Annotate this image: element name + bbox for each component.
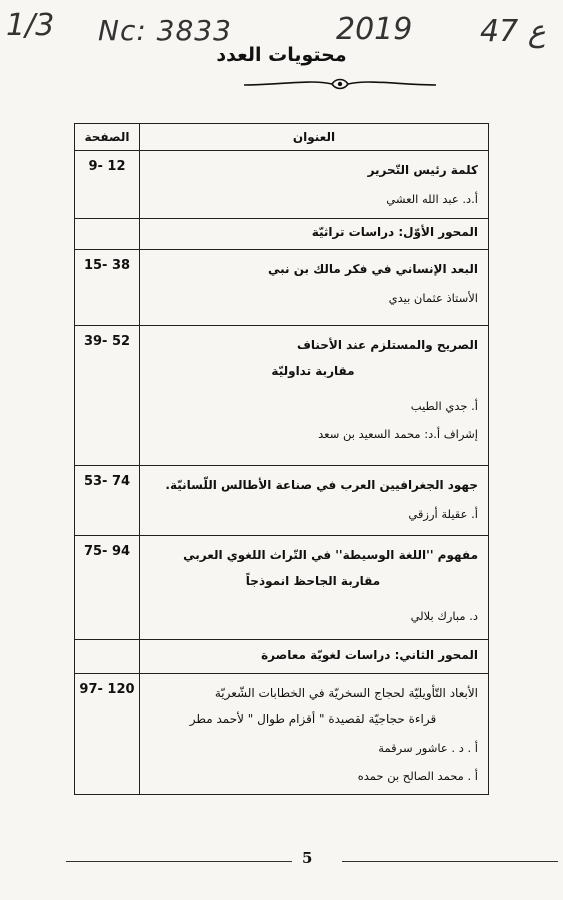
entry-subtitle: قراءة حجاجيّة لقصيدة " أقزام طوال " لأحمد مطر xyxy=(189,712,437,726)
table-row xyxy=(75,674,489,795)
page-range: 39- 52 xyxy=(75,326,140,466)
footer-rule-right xyxy=(342,861,558,862)
page-range: 97- 120 xyxy=(75,674,140,795)
ornament-divider xyxy=(240,76,440,94)
table-row xyxy=(75,326,489,466)
table-header-row xyxy=(75,124,489,151)
entry-subtitle: مقاربة الجاحظ انموذجاً xyxy=(245,574,381,588)
title-cell xyxy=(140,326,489,466)
page-range xyxy=(75,640,140,674)
entry-author: أ. عقيلة أرزقي xyxy=(408,507,478,521)
entry-author: الأستاذ عثمان بيدي xyxy=(388,291,478,305)
handwritten-issue: ع 47 xyxy=(480,14,546,49)
table-row xyxy=(75,466,489,536)
table-row xyxy=(75,536,489,640)
entry-author: أ . محمد الصالح بن حمده xyxy=(357,769,478,783)
footer-rule-left xyxy=(66,861,292,862)
title-cell xyxy=(140,640,489,674)
entry-subtitle: مقاربة تداوليّة xyxy=(271,364,355,378)
title-cell xyxy=(140,466,489,536)
page-range xyxy=(75,219,140,250)
entry-author: إشراف أ.د: محمد السعيد بن سعد xyxy=(318,427,478,441)
title-cell xyxy=(140,151,489,219)
section-row xyxy=(75,640,489,674)
entry-title: كلمة رئيس التّحرير xyxy=(367,163,478,177)
table-row xyxy=(75,250,489,326)
handwritten-year: 2019 xyxy=(336,12,413,47)
table-row xyxy=(75,151,489,219)
header-title: العنوان xyxy=(140,124,489,151)
entry-title: المحور الثاني: دراسات لغويّة معاصرة xyxy=(261,647,478,662)
handwritten-code: Nc: 3833 xyxy=(98,14,232,47)
section-row xyxy=(75,219,489,250)
entry-title: الصريح والمستلزم عند الأحناف xyxy=(296,338,478,352)
entry-title: البعد الإنساني في فكر مالك بن نبي xyxy=(268,262,478,276)
entry-title: مفهوم ''اللغة الوسيطة'' في التّراث اللغوي العربي xyxy=(183,548,478,562)
page-range: 53- 74 xyxy=(75,466,140,536)
entry-title: المحور الأوّل: دراسات تراثيّة xyxy=(311,225,478,239)
title-cell xyxy=(140,674,489,795)
page-range: 75- 94 xyxy=(75,536,140,640)
entry-title: الأبعاد التّأويليّة لحجاج السخريّة في الخطابات الشّعريّة xyxy=(214,686,478,700)
title-cell xyxy=(140,536,489,640)
page-title: محتويات العدد xyxy=(216,44,347,66)
entry-author: أ . د . عاشور سرقمة xyxy=(378,741,478,755)
contents-table xyxy=(74,123,489,795)
handwritten-fraction: 1/3 xyxy=(6,8,55,43)
page-range: 15- 38 xyxy=(75,250,140,326)
entry-author: أ.د. عبد الله العشي xyxy=(386,192,478,206)
title-cell xyxy=(140,219,489,250)
title-cell xyxy=(140,250,489,326)
header-page: الصفحة xyxy=(75,124,140,151)
page-number: 5 xyxy=(302,849,313,867)
page-range: 9- 12 xyxy=(75,151,140,219)
entry-title: جهود الجغرافيين العرب في صناعة الأطالس اللّسانيّة. xyxy=(165,478,478,492)
entry-author: د. مبارك بلالي xyxy=(410,609,478,623)
entry-author: أ. جدي الطيب xyxy=(410,399,478,413)
